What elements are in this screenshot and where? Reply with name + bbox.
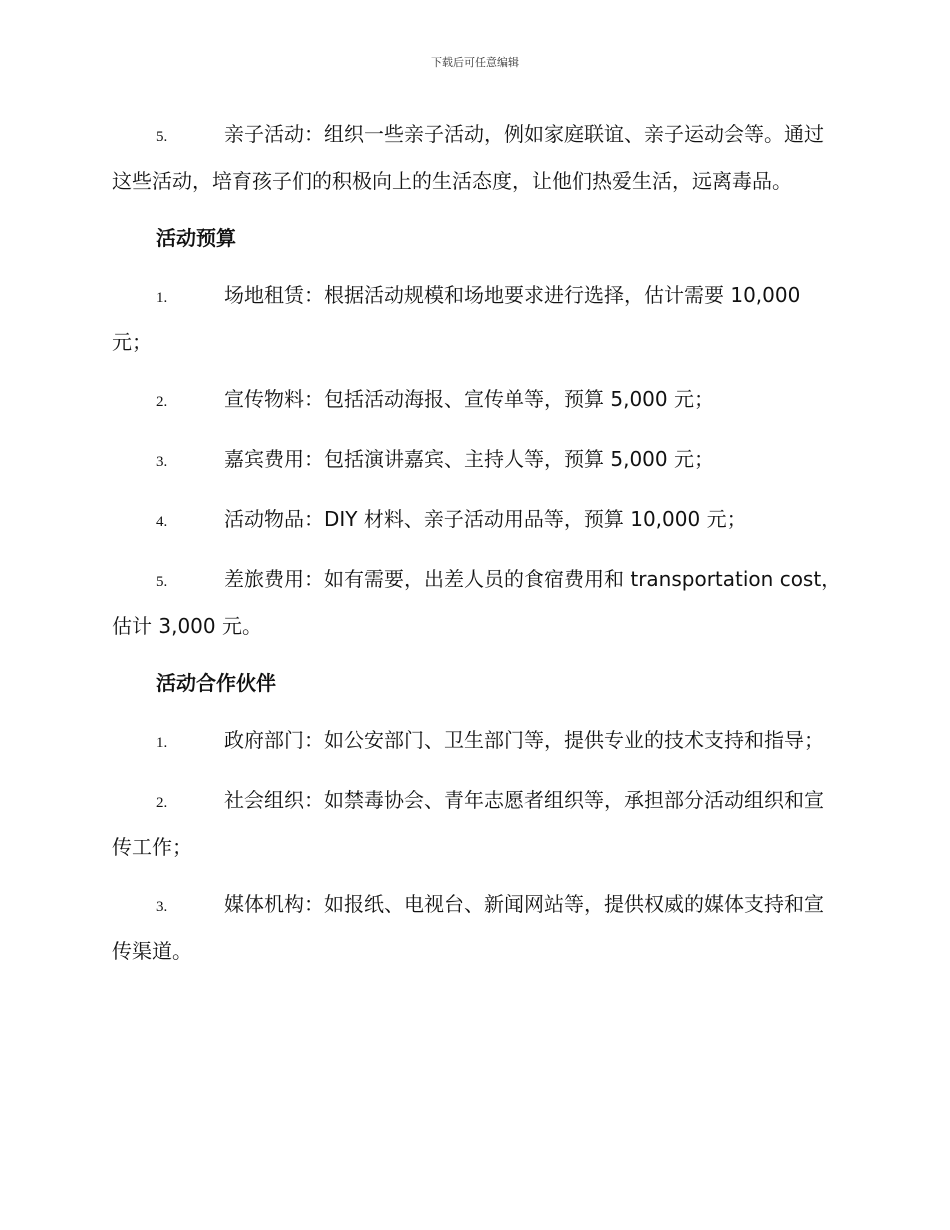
list-number: 5.: [156, 129, 168, 145]
list-number: 2.: [156, 795, 168, 811]
list-text: 社会组织：如禁毒协会、青年志愿者组织等，承担部分活动组织和宣传工作；: [112, 788, 824, 859]
list-number: 2.: [156, 394, 168, 410]
list-item: [112, 778, 842, 869]
list-item: [112, 112, 842, 203]
list-text: 宣传物料：包括活动海报、宣传单等，预算 5,000 元；: [224, 387, 714, 411]
list-item: [112, 437, 842, 484]
document-body: [112, 112, 842, 986]
list-number: 5.: [156, 574, 168, 590]
list-text: 亲子活动：组织一些亲子活动，例如家庭联谊、亲子运动会等。通过这些活动，培育孩子们的积极向上的生活态度，让他们热爱生活，远离毒品。: [112, 122, 824, 193]
list-number: 4.: [156, 514, 168, 530]
list-number: 3.: [156, 454, 168, 470]
list-text: 嘉宾费用：包括演讲嘉宾、主持人等，预算 5,000 元；: [224, 447, 714, 471]
list-item: [112, 718, 842, 765]
list-item: [112, 497, 842, 544]
list-text: 场地租赁：根据活动规模和场地要求进行选择，估计需要 10,000 元；: [112, 283, 801, 354]
list-item: [112, 557, 842, 648]
list-number: 3.: [156, 899, 168, 915]
list-text: 政府部门：如公安部门、卫生部门等，提供专业的技术支持和指导；: [224, 728, 824, 752]
page-header: 下载后可任意编辑: [431, 56, 519, 69]
list-text: 媒体机构：如报纸、电视台、新闻网站等，提供权威的媒体支持和宣传渠道。: [112, 892, 824, 963]
list-item: [112, 882, 842, 973]
list-number: 1.: [156, 290, 168, 306]
section-heading-partners: 活动合作伙伴: [156, 671, 276, 695]
list-item: [112, 273, 842, 364]
list-text: 活动物品：DIY 材料、亲子活动用品等，预算 10,000 元；: [224, 507, 747, 531]
list-number: 1.: [156, 735, 168, 751]
section-heading-budget: 活动预算: [156, 226, 236, 250]
list-item: [112, 377, 842, 424]
list-text: 差旅费用：如有需要，出差人员的食宿费用和 transportation cost，估计 3,000 元。: [112, 567, 842, 638]
